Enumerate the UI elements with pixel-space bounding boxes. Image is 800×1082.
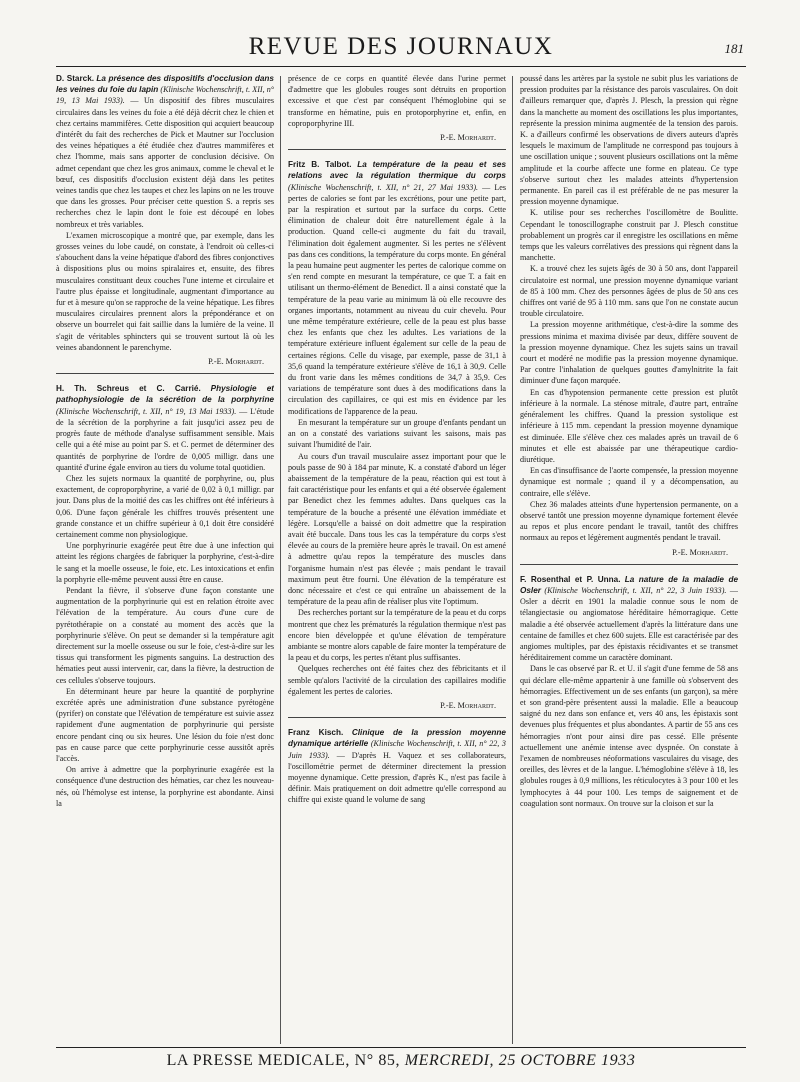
article-author: H. Th. Schreus et C. Carrié. <box>56 384 201 394</box>
article-source: (Klinische Wochenschrift, t. XII, n° 19, 13 Mai 1933). <box>56 85 274 106</box>
article-heading <box>520 574 738 664</box>
article-separator <box>520 564 738 565</box>
article-schreus-continued <box>288 73 506 143</box>
article-paragraph: En mesurant la température sur un groupe d'enfants pendant un an on a constaté des variations suivant les saisons, mais pas suivant l'humidité de l'air. <box>288 417 506 450</box>
article-paragraph: — L'étude de la sécrétion de la porphyrine a fait jusqu'ici assez peu de progrès faute de méthode d'analyse suffisamment sensible. Mais celle qui a été mise au point par S. et C. permet de déterminer des quantités de porphyrine de l'ordre de 0,005 milligr. dans une quantité d'urine égale environ au tiers du volume total quotidien. <box>56 406 274 472</box>
article-signature: P.-E. Morhardt. <box>208 357 264 367</box>
article-starck <box>56 73 274 367</box>
column-middle <box>288 73 506 1045</box>
article-heading <box>56 73 274 230</box>
article-signature: P.-E. Morhardt. <box>672 547 728 557</box>
article-schreus <box>56 383 274 809</box>
article-separator <box>288 149 506 150</box>
column-divider <box>280 76 281 1044</box>
article-paragraph: On arrive à admettre que la porphyrinurie exagérée est la conséquence d'une destruction des hématies, car chez les nouveau-nés, où l'hémolyse est intense, la porphyrine est abondante. Ainsi la <box>56 765 274 808</box>
article-signature: P.-E. Morhardt. <box>440 133 496 143</box>
article-paragraph: En cas d'hypotension permanente cette pression est plutôt inférieure à la normale. La sténose mitrale, d'autre part, entraîne généralement les chiffres. Quand la pression systolique est inférieure à 115 mm. cependant la pression moyenne dynamique est diminuée. Elle s'élève chez ces malades après un travail de 6 minutes et elle est abaissée par une thérapeutique cardio-diurétique. <box>520 387 738 464</box>
page-number: 181 <box>724 41 744 56</box>
article-paragraph: En déterminant heure par heure la quantité de porphyrine excrétée après une administration d'une substance pyrétogène (pyrifer) on constate que l'élévation de température est suivie assez rapidement d'une augmentation de porphyrinurie qui persiste encore pendant cinq ou six heures. Une lésion du foie n'est donc pas en cause parce que cette porphyrinurie cesse aussitôt après l'accès. <box>56 686 274 763</box>
article-paragraph: L'examen microscopique a montré que, par exemple, dans les grosses veines du lobe caudé, on constate, à l'endroit où celles-ci s'abouchent dans la veine hépatique d'abord des fibres conjonctives à dispositions plus ou moins spiralaires et, ensuite, des fibres musculaires constituant deux couches l'une interne et circulaire et l'autre plus épaisse et longitudinale, augmentant d'importance au fur et à mesure qu'on se rapproche de la veine hépatique. Les fibres musculaires circulaires prennent alors la prépondérance et on observe un bourrelet qui fait saillie dans la lumière de la veine. Il s'agit de véritables sphincters qui se trouvent surtout là où les veines abandonnent le parenchyme. <box>56 230 274 352</box>
article-paragraph: présence de ce corps en quantité élevée dans l'urine permet d'admettre que les globules rouges sont détruits en proportion excessive et que c'est par conséquent l'hémoglobine qui se transforme en hématine, puis en protoporphyrine et, enfin, en coproporphyrine III. <box>288 74 506 128</box>
article-author: Franz Kisch. <box>288 728 344 738</box>
article-title: La présence des dispositifs d'occlusion dans les veines du foie du lapin <box>56 74 274 95</box>
article-paragraph: Pendant la fièvre, il s'observe d'une façon constante une augmentation de la porphyrinurie qui est en relation étroite avec l'élévation de la température. Au cours d'une cure de pyrétothérapie on a constaté au moment des accès que la porphyrinurie s'élève. On peut se demander si la température agit directement sur la moelle osseuse ou sur le foie, c'est-à-dire sur les tissus qui transforment les pigments sanguins. La destruction des hématies peut aussi intervenir, car, dans la fièvre, la destruction de ces cellules s'observe toujours. <box>56 585 274 685</box>
article-title: La température de la peau et ses relations avec la régulation thermique du corps <box>288 160 506 181</box>
article-paragraph: — Les pertes de calories se font par les excrétions, pour une petite part, par la respiration et surtout par la surface du corps. Cette élimination de chaleur doit être naturellement égale à la production. Quand celle-ci augmente du fait du travail, l'élimination doit également augmenter. Si les pertes ne s'élèvent pas dans ces conditions, la température du corps monte. En général la peau humaine peut augmenter les pertes de calorique comme on s'en rend compte en mesurant la température, ce que T. a fait en utilisant un thermo-élément de Benedict. Il a ainsi constaté que la température de la peau varie au minimum là où elle recouvre des organes importants, notamment au niveau du cuir chevelu. Pour une même température extérieure, celle de la peau est plus basse chez les enfants que chez les adultes. Les variations de la température extérieure influent également sur celle de la peau de certaines régions. Celle du visage, par exemple, passe de 31,1 à 35,6 quand la température extérieure s'élève de 16,1 à 30,9. Celle du front varie dans les mêmes conditions de 34,7 à 35,9. Ces variations de température sont dues à des modifications dans la circulation des capillaires, ce qui est mis en évidence par les modifications de l'apparence de la peau. <box>288 182 506 416</box>
article-signature: P.-E. Morhardt. <box>440 700 496 710</box>
article-source: (Klinische Wochenschrift, t. XII, n° 19, 13 Mai 1933). <box>56 406 237 416</box>
article-source: (Klinische Wochenschrift, t. XII, n° 22, 3 Juin 1933). <box>288 739 506 760</box>
column-left <box>56 73 274 1045</box>
article-rosenthal <box>520 574 738 809</box>
article-kisch <box>288 727 506 805</box>
article-paragraph: En cas d'insuffisance de l'aorte compensée, la pression moyenne dynamique est normale ; quand il y a décompensation, au contraire, elle s'élève. <box>520 466 738 498</box>
column-divider <box>512 76 513 1044</box>
article-separator <box>288 717 506 718</box>
article-paragraph: — D'après H. Vaquez et ses collaborateurs, l'oscillométrie permet de déterminer directement la pression moyenne dynamique. Cette pression, d'après K., n'est pas facile à définir. Mais pratiquement on doit admettre qu'elle correspond au chiffre qui existe quand le volume de sang <box>288 750 506 805</box>
article-talbot <box>288 159 506 711</box>
article-author: F. Rosenthal et P. Unna. <box>520 574 621 584</box>
footer-publication: LA PRESSE MEDICALE, N° 85, <box>166 1052 401 1069</box>
journal-title: REVUE DES JOURNAUX <box>248 33 554 60</box>
article-heading <box>288 159 506 417</box>
article-separator <box>56 373 274 374</box>
article-paragraph: Des recherches portant sur la température de la peau et du corps montrent que chez les prématurés la régulation thermique n'est pas encore bien développée et qu'une élévation de température ambiante se montre alors capable de faire monter la température de la peau et du corps, les pertes n'étant plus suffisantes. <box>288 608 506 663</box>
page-footer <box>56 1047 746 1074</box>
article-paragraph: Au cours d'un travail musculaire assez important pour que le pouls passe de 90 à 184 par minute, K. a constaté d'abord un léger abaissement de la température de la peau, réaction qui est tout à fait caractéristique pour les enfants et qui a été observée également par Benedict chez les femmes adultes. Dans quelques cas la température de la bouche a présenté une élévation immédiate et légère. Lorsqu'elle a baissé on doit admettre que la respiration avait été buccale. Dans tous les cas la température du corps s'est élevée au cours de la première heure après le travail. On est amené à admettre qu'au repos la température des muscles dans l'organisme humain n'est pas élevée ; mais pendant le travail maximum peut être fourni. Une élévation de la température est donc nécessaire et c'est ce qui entraîne un abaissement de la température de la peau afin de réaliser plus vite l'optimum. <box>288 451 506 607</box>
article-paragraph: K. a trouvé chez les sujets âgés de 30 à 50 ans, dont l'appareil circulatoire est normal, une pression moyenne dynamique variant de 85 à 100 mm. Chez des personnes âgées de plus de 50 ans ces chiffres ont varié de 95 à 110 mm. sans que l'on ne constate aucun trouble circulatoire. <box>520 264 738 319</box>
page-header <box>56 26 746 67</box>
footer-date: MERCREDI, 25 OCTOBRE 1933 <box>404 1052 636 1069</box>
article-author: D. Starck. <box>56 74 95 83</box>
footer-line <box>56 1052 746 1070</box>
article-paragraph: La pression moyenne arithmétique, c'est-à-dire la somme des pressions minima et maxima divisée par deux, diffère souvent de la pression moyenne dynamique. Chez les sujets sains un travail court et modéré ne modifie pas la pression moyenne dynamique. Par contre l'inhalation de quelques gouttes d'amylnitrite la fait diminuer d'une façon marquée. <box>520 320 738 386</box>
article-paragraph: — Un dispositif des fibres musculaires circulaires dans les veines du foie a été déjà décrit chez le chien et chez certains mammifères. Cette disposition qui acquiert beaucoup d'intérêt du fait des recherches de Pick et Mautner sur l'occlusion des veines hépatiques a été étudiée chez d'autres mammifères et chez l'homme, mais sans apporter de conclusion décisive. On admet cependant que chez les gros animaux, comme le cheval et le bœuf, ces dispositifs d'occlusion existent déjà dans les petites veines tandis que chez les taupes et chez les lapins on ne les trouve que dans les grosses. Pour préciser cette question S. a repris ses recherches chez le lapin dont le foie est découpé en lobes nombreux et très variables. <box>56 96 274 229</box>
article-paragraph: — Osler a décrit en 1901 la maladie connue sous le nom de télangiectasie ou angiomatose héréditaire hémorragique. Cette maladie a été observée actuellement d'après la littérature dans une centaine de familles et chez 600 sujets. Elle est caractérisée par des angiomes multiples, par des épistaxis récidivantes et se transmet héréditairement comme un caractère dominant. <box>520 585 738 663</box>
article-kisch-continued <box>520 73 738 558</box>
article-paragraph: Quelques recherches ont été faites chez des fébricitants et il semble qu'alors l'activité de la circulation des capillaires modifie également les pertes de calories. <box>288 664 506 696</box>
article-source: (Klinische Wochenschrift, t. XII, n° 21, 27 Mai 1933). <box>288 182 479 192</box>
article-title: Physiologie et pathophysiologie de la sécrétion de la porphyrine <box>56 384 274 405</box>
article-paragraph: poussé dans les artères par la systole ne subit plus les variations de pression produites par la résistance des parois vasculaires. On doit d'ailleurs remarquer que, d'après J. Plesch, la pression qui règne dans la manchette au moment des oscillations les plus importantes, représente la pression minima augmentée de la tension des parois. K. a d'ailleurs confirmé les observations de divers auteurs d'après lesquels le maximum de l'amplitude ne correspond pas toujours à une oscillation unique ; souvent plusieurs oscillations ont la même amplitude et la courbe affecte une forme en plateau. Ce type s'observe surtout chez les malades atteints d'hypertension permanente. En pareil cas il est préférable de ne pas mesurer la pression moyenne dynamique. <box>520 74 738 207</box>
article-title: Clinique de la pression moyenne dynamique artérielle <box>288 728 506 749</box>
column-right <box>520 73 738 1045</box>
article-title: La nature de la maladie de Osler <box>520 574 738 595</box>
article-author: Fritz B. Talbot. <box>288 160 352 170</box>
article-paragraph: Une porphyrinurie exagérée peut être due à une infection qui atteint les régions chargées de fabriquer la porphyrine, c'est-à-dire le sang et la moelle osseuse, le foie, etc. Les intoxications et enfin la porphyrie elle-même peuvent aussi être en cause. <box>56 541 274 584</box>
article-paragraph: Chez 36 malades atteints d'une hypertension permanente, on a observé tantôt une pression moyenne dynamique fortement élevée au repos et plus encore pendant le travail, tantôt des chiffres normaux au repos et légèrement augmentés pendant le travail. <box>520 499 738 543</box>
article-paragraph: Dans le cas observé par R. et U. il s'agit d'une femme de 58 ans qui déclare elle-même appartenir à une famille où s'observent des hémorragies. Effectivement un de ses enfants (un garçon), sa mère et son grand-père présentent aussi la maladie. Elle a beaucoup saigné du nez dans son enfance et, vers 40 ans, les épistaxis sont devenues plus fréquentes et plus abondantes. A partir de 55 ans ces hémorragies n'ont pour ainsi dire pas cessé. Elle présente actuellement une anémie intense avec dyspnée. On constate à l'examen de nombreuses néoformations vasculaires du visage, des oreilles, des lèvres et de la langue. L'hémoglobine s'élève à 18, les globules rouges à 0,9 millions, les réticulocytes à 3 pour 100 et les lymphocytes à 44 pour 100. Les temps de saignement et de coagulation sont normaux. On trouve sur la cloison et sur la <box>520 664 738 808</box>
article-heading <box>288 727 506 805</box>
article-paragraph: Chez les sujets normaux la quantité de porphyrine, ou, plus exactement, de coproporphyrine, a varié de 0,02 à 0,1 milligr. par jour. Dans plus de la moitié des cas les chiffres ont été inférieurs à 0,06. D'une façon générale les chiffres trouvés présentent une grande constance et un chiffre supérieur à 0,1 doit être considéré certainement comme non physiologique. <box>56 473 274 539</box>
article-source: (Klinische Wochenschrift, t. XII, n° 22, 3 Juin 1933). <box>544 585 727 595</box>
article-paragraph: K. utilise pour ses recherches l'oscillomètre de Boulitte. Cependant le tonoscillographe construit par J. Plesch constitue probablement un progrès car il enregistre les oscillations en même temps que les valeurs corrélatives des pressions qui règnent dans la manchette. <box>520 208 738 263</box>
article-heading <box>56 383 274 473</box>
